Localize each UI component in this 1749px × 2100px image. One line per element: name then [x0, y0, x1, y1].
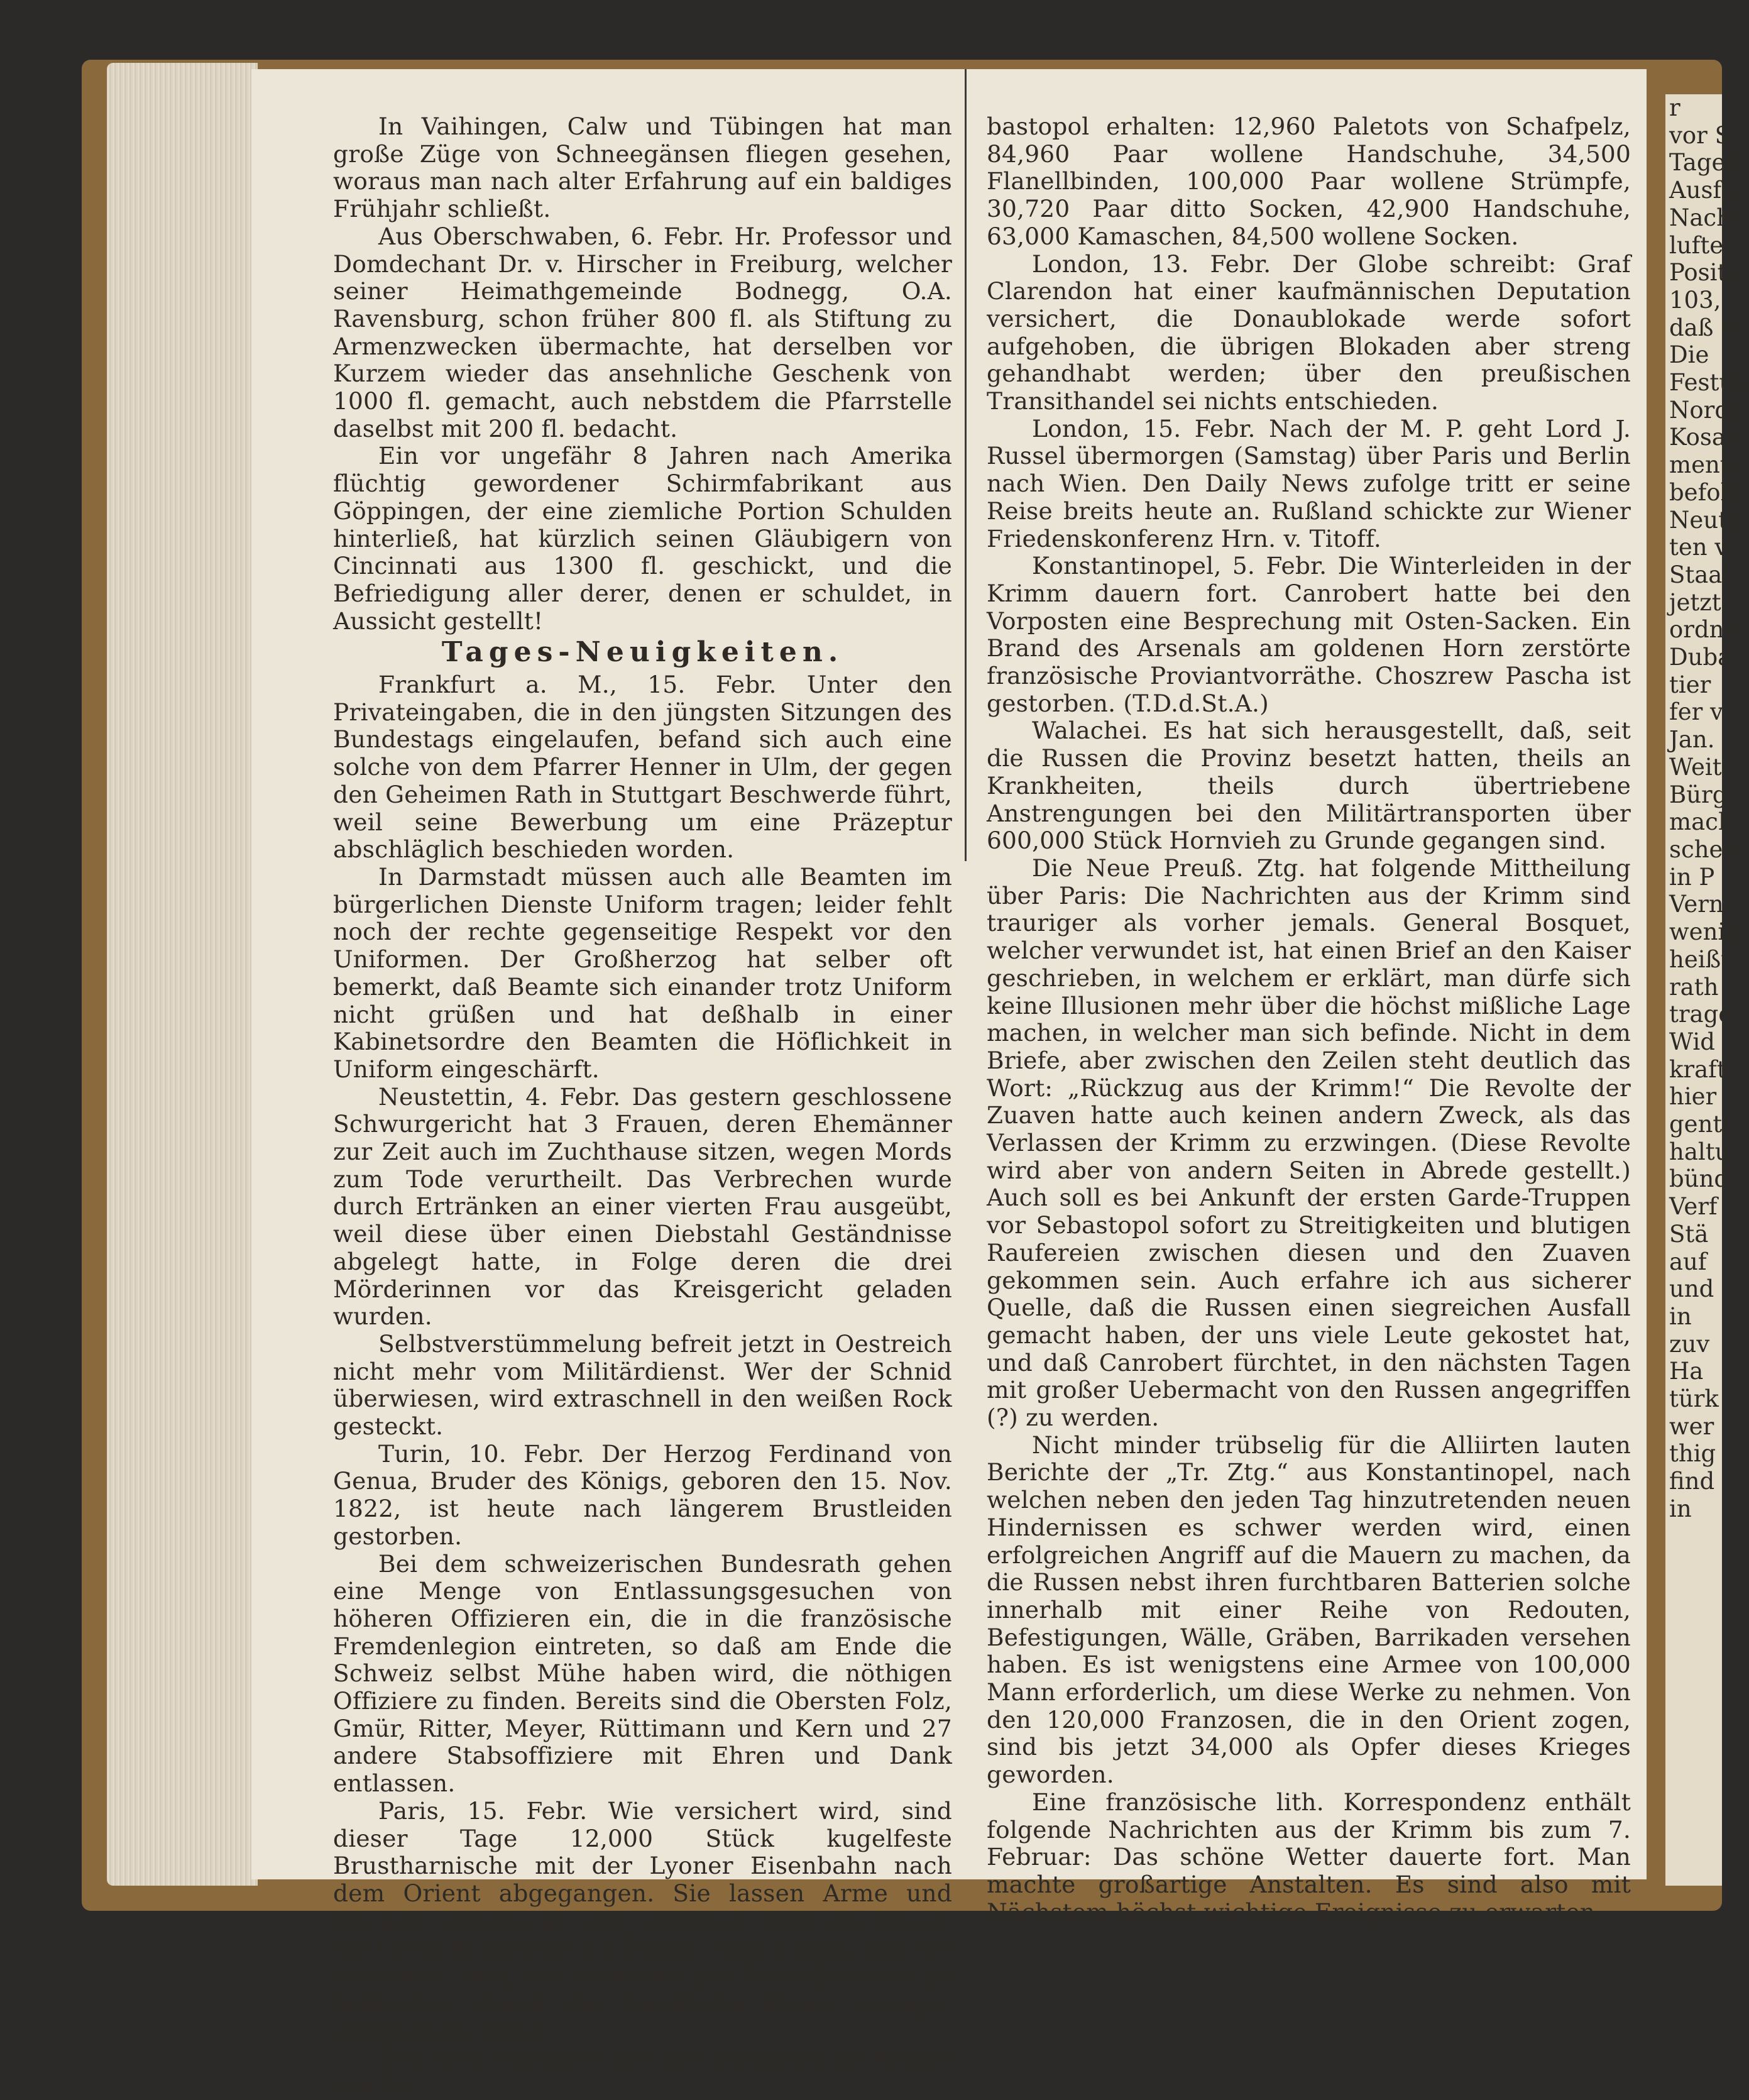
next-page-fragment: ten v — [1669, 534, 1728, 561]
next-page-fragment: thig — [1669, 1440, 1716, 1468]
page-edges — [107, 63, 258, 1886]
next-page-fragment: bünd — [1669, 1165, 1730, 1193]
next-page-fragment: Positi — [1669, 259, 1735, 287]
next-page-fragment: Die — [1669, 341, 1709, 369]
next-page-fragment: in — [1669, 1495, 1692, 1522]
next-page-fragment: Bürg — [1669, 781, 1728, 808]
column-rule — [965, 69, 967, 861]
news-item: Turin, 10. Febr. Der Herzog Ferdinand von Genua, Bruder des Königs, geboren den 15. Nov. 1822, ist heute nach längerem Brustleiden gestorben. — [333, 1439, 952, 1550]
next-page-fragment: kraft — [1669, 1055, 1726, 1083]
news-item: Konstantinopel, 5. Febr. Die Winterleiden in der Krimm dauern fort. Canrobert hatte bei den Vorposten eine Besprechung mit Osten-Sacken. Ein Brand des Arsenals am goldenen Horn zerstörte französische Proviantvorräthe. Choszrew Pascha ist gestorben. (T.D.d.St.A.) — [987, 552, 1631, 717]
next-page-fragment: Nordf — [1669, 396, 1738, 424]
right-column — [987, 113, 1631, 1926]
next-page-fragment: haltu — [1669, 1138, 1730, 1165]
next-page-fragment: und — [1669, 1275, 1714, 1303]
news-item: London, 13. Febr. Der Globe schreibt: Graf Clarendon hat einer kaufmännischen Deputation versichert, die Donaublokade werde sofort aufgehoben, die übrigen Blokaden aber streng gehandhabt werden; über den preußischen Transithandel sei nichts entschieden. — [987, 250, 1631, 415]
next-page-fragment: 103, — [1669, 286, 1721, 314]
next-page-edge — [1665, 94, 1749, 1886]
news-item: London, 15. Febr. Nach der M. P. geht Lord J. Russel übermorgen (Samstag) über Paris und Berlin nach Wien. Den Daily News zufolge tritt er seine Reise breits heute an. Rußland schickte zur Wiener Friedenskonferenz Hrn. v. Titoff. — [987, 414, 1631, 552]
next-page-fragment: ordne — [1669, 616, 1738, 644]
news-item: Selbstverstümmelung befreit jetzt in Oestreich nicht mehr vom Militärdienst. Wer der Schnid überwiesen, wird extraschnell in den weißen Rock gesteckt. — [333, 1329, 952, 1441]
left-column — [333, 113, 952, 2100]
news-item: Die Neue Preuß. Ztg. hat folgende Mittheilung über Paris: Die Nachrichten aus der Krimm sind trauriger als vorher jemals. General Bosquet, welcher verwundet ist, hat einen Brief an den Kaiser geschrieben, in welchem er erklärt, man dürfe sich keine Illusionen mehr über die höchst mißliche Lage machen, in welcher man sich befinde. Nicht in dem Briefe, aber zwischen den Zeilen steht deutlich das Wort: „Rückzug aus der Krimm!“ Die Revolte der Zuaven hatte auch keinen andern Zweck, als das Verlassen der Krimm zu erzwingen. (Diese Revolte wird aber von andern Seiten in Abrede gestellt.) Auch soll es bei Ankunft der ersten Garde-Truppen vor Sebastopol sofort zu Streitigkeiten und blutigen Raufereien zwischen diesen und den Zuaven gekommen sein. Auch erfahre ich aus sicherer Quelle, daß die Russen einen siegreichen Ausfall gemacht haben, der uns viele Leute gekostet hat, und daß Canrobert fürchtet, in den nächsten Tagen mit großer Uebermacht von den Russen angegriffen (?) zu werden. — [987, 854, 1631, 1432]
next-page-fragment: in — [1669, 1302, 1692, 1330]
next-page-fragment: Stä — [1669, 1220, 1709, 1248]
article-continuation: bastopol erhalten: 12,960 Paletots von Schafpelz, 84,960 Paar wollene Handschuhe, 34,500 Flanellbinden, 100,000 Paar wollene Strümpfe, 30,720 Paar ditto Socken, 42,900 Handschuhe, 63,000 Kamaschen, 84,500 wollene Socken. — [987, 113, 1631, 250]
news-item: Bei dem schweizerischen Bundesrath gehen eine Menge von Entlassungsgesuchen von höheren Offizieren ein, die in die französische Fremdenlegion eintreten, so daß am Ende die Schweiz selbst Mühe haben wird, die nöthigen Offiziere zu finden. Bereits sind die Obersten Folz, Gmür, Ritter, Meyer, Rüttimann und Kern und 27 andere Stabsoffiziere mit Ehren und Dank entlassen. — [333, 1549, 952, 1798]
next-page-fragment: Vern — [1669, 891, 1724, 918]
news-item: Nicht minder trübselig für die Alliirten lauten Berichte der „Tr. Ztg.“ aus Konstantinopel, nach welchen neben den jeden Tag hinzutretenden neuen Hindernissen es schwer werden wird, einen erfolgreichen Angriff auf die Mauern zu machen, da die Russen nebst ihren furchtbaren Batterien solche innerhalb mit einer Reihe von Redouten, Befestigungen, Wälle, Gräben, Barrikaden versehen haben. Es ist wenigstens eine Armee von 100,000 Mann erforderlich, um diese Werke zu nehmen. Von den 120,000 Franzosen, die in den Orient zogen, sind bis jetzt 34,000 als Opfer dieses Krieges geworden. — [987, 1431, 1631, 1789]
next-page-fragment: find — [1669, 1468, 1715, 1495]
next-page-fragment: heißt — [1669, 945, 1731, 973]
next-page-fragment: Ha — [1669, 1358, 1704, 1385]
next-page-fragment: Weit — [1669, 753, 1722, 781]
next-page-fragment: Kosak — [1669, 424, 1740, 451]
next-page-fragment: jetzt — [1669, 588, 1721, 616]
article: Aus Oberschwaben, 6. Febr. Hr. Professor und Domdechant Dr. v. Hirscher in Freiburg, welcher seiner Heimathgemeinde Bodnegg, O.A. Ravensburg, schon früher 800 fl. als Stiftung zu Armenzwecken übermachte, hat derselben vor Kurzem wieder das ansehnliche Geschenk von 1000 fl. gemacht, auch nebstdem die Pfarrstelle daselbst mit 200 fl. bedacht. — [333, 222, 952, 443]
news-item: Eine französische lith. Korrespondenz enthält folgende Nachrichten aus der Krimm bis zum 7. Februar: Das schöne Wetter dauerte fort. Man machte großartige Anstalten. Es sind also mit Nächstem höchst wichtige Ereignisse zu erwarten. — [987, 1788, 1631, 1926]
news-item: Paris, 15. Febr. Wie versichert wird, sind dieser Tage 12,000 Stück kugelfeste Brustharnische mit der Lyoner Eisenbahn nach dem Orient abgegangen. Sie lassen Arme und Rücken unbedeckt und schützen bloß die Brust. Ihr Gewicht beträgt 15 Pfund. Man glaubt, daß sie bestimmt sind, die Soldaten der Sturmkolonne zu bekleiden, damit das feindliche Feuer weniger mörderisch wirkt. — [333, 1796, 952, 2045]
next-page-fragment: daß d — [1669, 314, 1736, 341]
next-page-fragment: rath — [1669, 973, 1719, 1001]
news-item: Neustettin, 4. Febr. Das gestern geschlossene Schwurgericht hat 3 Frauen, deren Ehemänner zur Zeit auch im Zuchthause sitzen, wegen Mords zum Tode verurtheilt. Das Verbrechen wurde durch Ertränken an einer vierten Frau ausgeübt, weil diese über einen Diebstahl Geständnisse abgelegt hatte, in Folge deren die drei Mörderinnen vor das Kreisgericht geladen wurden. — [333, 1082, 952, 1331]
next-page-fragment: wenig — [1669, 918, 1740, 946]
next-page-fragment: Festun — [1669, 369, 1749, 397]
news-item: Frankfurt a. M., 15. Febr. Unter den Privateingaben, die in den jüngsten Sitzungen des Bundestags eingelaufen, befand sich auch eine solche von dem Pfarrer Henner in Ulm, der gegen den Geheimen Rath in Stuttgart Beschwerde führt, weil seine Bewerbung um eine Präzeptur abschläglich beschieden worden. — [333, 671, 952, 864]
next-page-fragment: befohl — [1669, 478, 1743, 506]
next-page-fragment: trage — [1669, 1001, 1733, 1028]
next-page-fragment: gentl — [1669, 1111, 1730, 1138]
next-page-fragment: r — [1669, 94, 1680, 121]
next-page-fragment: schen — [1669, 835, 1738, 863]
next-page-fragment: Verf — [1669, 1193, 1718, 1221]
news-item: In Darmstadt müssen auch alle Beamten im bürgerlichen Dienste Uniform tragen; leider fehlt noch der rechte gegenseitige Respekt vor den Uniformen. Der Großherzog hat selber oft bemerkt, daß Beamte sich einander trotz Uniform nicht grüßen und hat deßhalb in einer Kabinetsordre den Beamten die Höflichkeit in Uniform eingeschärft. — [333, 862, 952, 1083]
next-page-fragment: mach — [1669, 808, 1733, 836]
next-page-fragment: wer — [1669, 1412, 1714, 1440]
next-page-fragment: zuv — [1669, 1330, 1710, 1358]
next-page-fragment: Ausfa — [1669, 177, 1736, 204]
next-page-fragment: Tagen — [1669, 149, 1741, 177]
article: In Vaihingen, Calw und Tübingen hat man große Züge von Schneegänsen fliegen gesehen, woraus man nach alter Erfahrung auf ein baldiges Frühjahr schließt. — [333, 113, 952, 223]
next-page-fragment: Jan. — [1669, 726, 1715, 754]
next-page-fragment: tier — [1669, 671, 1711, 698]
next-page-fragment: ments — [1669, 451, 1741, 479]
next-page-fragment: türk — [1669, 1385, 1719, 1413]
next-page-fragment: Neutr — [1669, 506, 1739, 534]
next-page-fragment: Duba — [1669, 644, 1732, 671]
next-page-fragment: fer v — [1669, 698, 1723, 726]
next-page-fragment: auf — [1669, 1248, 1707, 1275]
next-page-fragment: Nacht — [1669, 204, 1741, 231]
article: Ein vor ungefähr 8 Jahren nach Amerika flüchtig gewordener Schirmfabrikant aus Göppingen, der eine ziemliche Portion Schulden hinterließ, hat kürzlich seinen Gläubigern von Cincinnati aus 1300 fl. geschickt, und die Befriedigung aller derer, denen er schuldet, in Aussicht gestellt! — [333, 442, 952, 635]
section-title: Tages-Neuigkeiten. — [441, 636, 844, 669]
next-page-fragment: Wid — [1669, 1028, 1715, 1055]
next-page-fragment: in P — [1669, 863, 1715, 891]
next-page-fragment: vor S — [1669, 121, 1731, 149]
next-page-fragment: hier — [1669, 1083, 1717, 1111]
newspaper-page — [251, 69, 1647, 2099]
news-item: Seit drei Monaten hat die französische Armee vor Se- — [333, 2044, 952, 2099]
next-page-fragment: Staat — [1669, 561, 1732, 588]
next-page-fragment: lufte — [1669, 231, 1724, 259]
news-item: Walachei. Es hat sich herausgestellt, daß, seit die Russen die Provinz besetzt hatten, theils an Krankheiten, theils durch übertriebene Anstrengungen bei den Militärtransporten über 600,000 Stück Hornvieh zu Grunde gegangen sind. — [987, 717, 1631, 855]
